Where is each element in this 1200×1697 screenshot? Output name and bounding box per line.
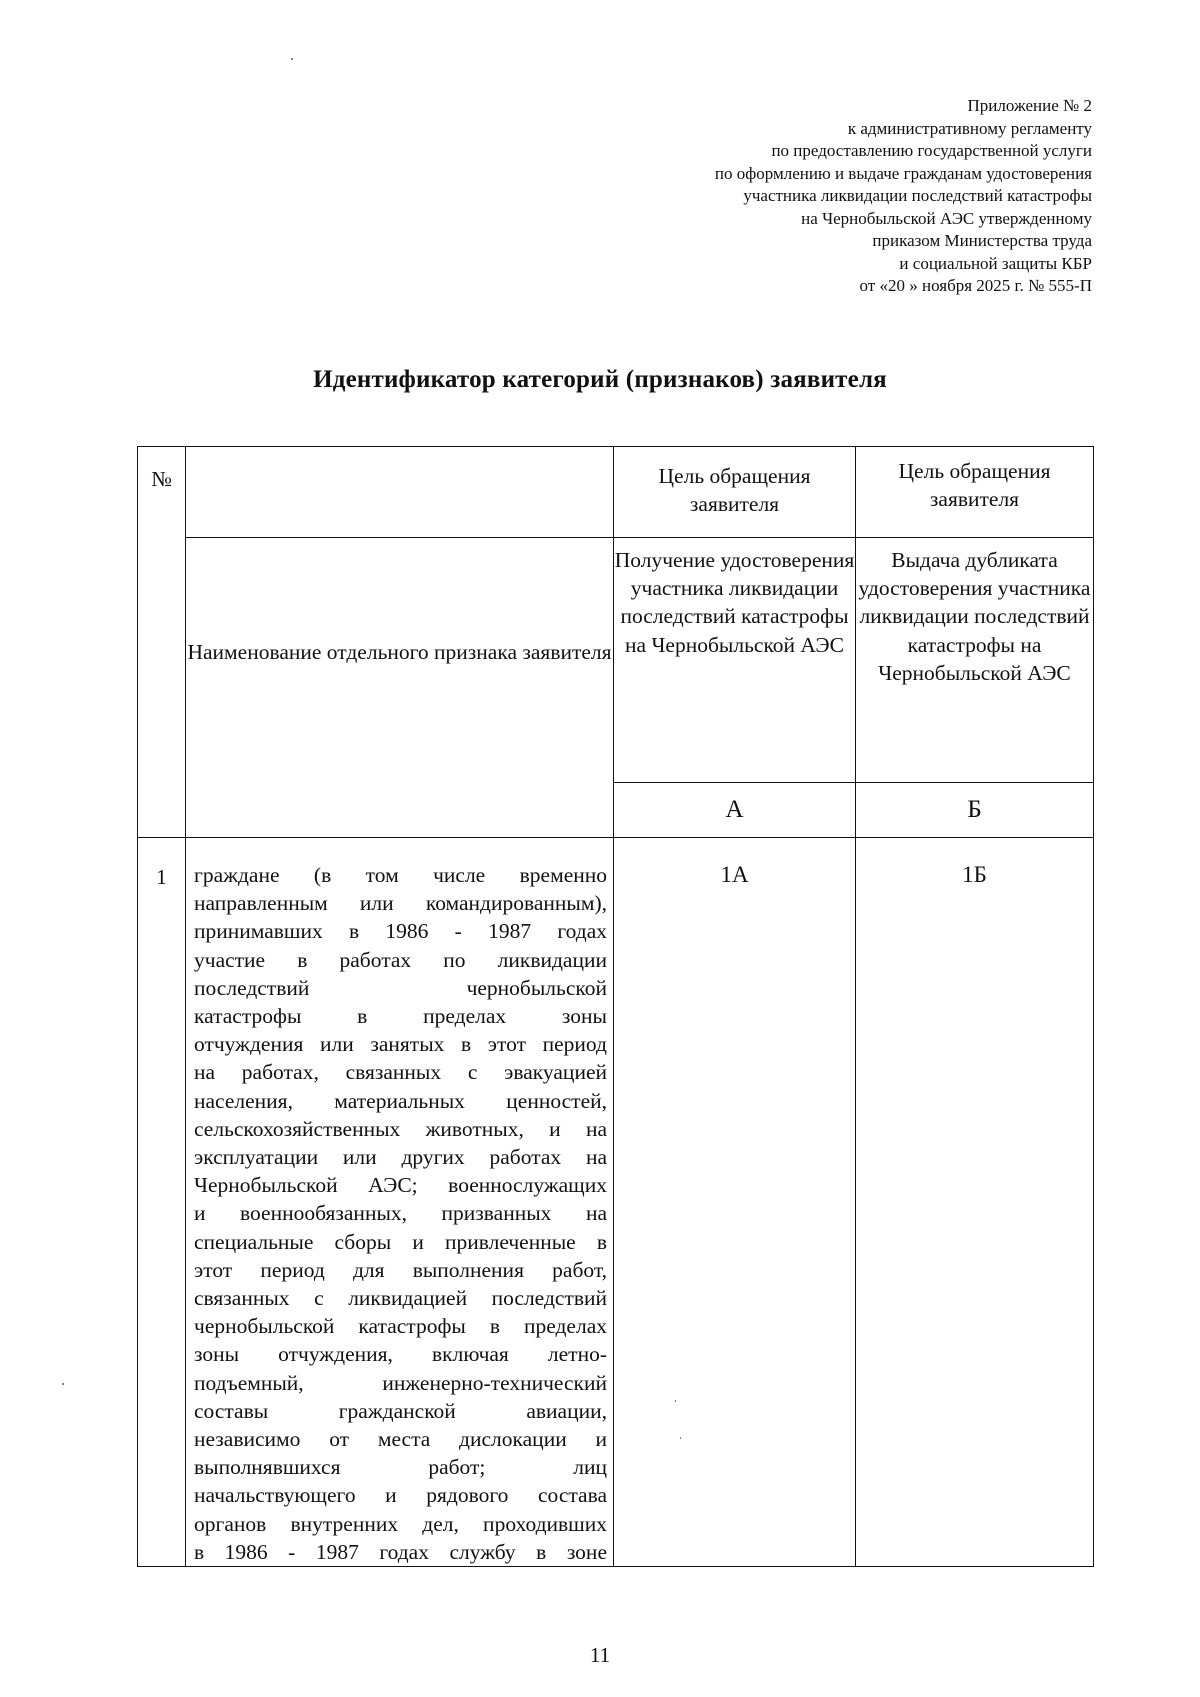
appendix-header-line: Приложение № 2: [967, 96, 1092, 115]
appendix-header-line: от «20 » ноября 2025 г. № 555-П: [859, 276, 1092, 295]
code-b: 1Б: [856, 838, 1094, 1567]
blank-header-cell: [186, 447, 614, 538]
category-text-line: катастрофы в пределах зоны: [194, 1004, 607, 1029]
appendix-header-line: к административному регламенту: [847, 118, 1092, 138]
category-text-line: начальствующего и рядового состава: [194, 1483, 607, 1508]
category-text-line: последствий чернобыльской: [194, 975, 607, 1000]
appendix-header-line: приказом Министерства труда: [872, 231, 1092, 250]
appendix-header-line: участника ликвидации последствий катастрофы: [743, 186, 1092, 205]
category-text-line: зоны отчуждения, включая летно-: [194, 1342, 607, 1367]
goal-a-description: Получение удостоверения участника ликвидации последствий катастрофы на Чернобыльской АЭС: [614, 538, 856, 783]
scan-speck: [291, 58, 293, 60]
category-text-line: принимавших в 1986 - 1987 годах: [194, 919, 607, 944]
category-text-line: независимо от места дислокации и: [194, 1427, 607, 1452]
identifier-table: [137, 446, 1094, 1567]
document-title: Идентификатор категорий (признаков) заявителя: [313, 366, 887, 393]
category-text-line: на работах, связанных с эвакуацией: [194, 1060, 607, 1085]
code-a: 1А: [614, 838, 856, 1567]
appendix-header-line: по предоставлению государственной услуги: [771, 141, 1092, 160]
appendix-header-line: на Чернобыльской АЭС утвержденному: [801, 208, 1092, 228]
category-text-line: органов внутренних дел, проходивших: [194, 1511, 607, 1536]
category-text-line: специальные сборы и привлеченные в: [194, 1229, 607, 1254]
category-text-line: и военнообязанных, призванных на: [194, 1201, 607, 1226]
category-text-line: в 1986 - 1987 годах службу в зоне: [194, 1539, 607, 1564]
goal-a-header: Цель обращения заявителя: [614, 447, 856, 538]
category-text-line: этот период для выполнения работ,: [194, 1257, 607, 1282]
row-number: 1: [138, 838, 186, 1567]
page-number: 11: [589, 1643, 611, 1667]
category-text-line: составы гражданской авиации,: [194, 1398, 607, 1423]
scan-speck: [675, 1400, 676, 1402]
category-description: [186, 838, 614, 1567]
goal-b-letter: Б: [856, 783, 1094, 838]
category-text-line: Чернобыльской АЭС; военнослужащих: [194, 1173, 607, 1198]
category-text-line: подъемный, инженерно-технический: [194, 1370, 607, 1395]
category-text-line: граждане (в том числе временно: [194, 863, 607, 887]
scan-speck: [62, 1383, 64, 1385]
category-text-line: направленным или командированным),: [194, 891, 607, 916]
appendix-header-line: по оформлению и выдаче гражданам удостоверения: [714, 163, 1092, 183]
category-text-line: эксплуатации или других работах на: [194, 1145, 607, 1170]
category-text-line: чернобыльской катастрофы в пределах: [194, 1314, 607, 1339]
category-text-line: населения, материальных ценностей,: [194, 1088, 607, 1113]
name-column-header: Наименование отдельного признака заявителя: [186, 538, 614, 838]
category-text-line: выполнявшихся работ; лиц: [194, 1455, 607, 1480]
category-text-line: сельскохозяйственных животных, и на: [194, 1116, 607, 1141]
category-text-line: отчуждения или занятых в этот период: [194, 1032, 607, 1057]
category-text-line: участие в работах по ликвидации: [194, 947, 607, 972]
category-text-line: связанных с ликвидацией последствий: [194, 1286, 607, 1311]
goal-b-description: Выдача дубликата удостоверения участника ликвидации последствий катастрофы на Чернобыльской АЭС: [856, 538, 1094, 783]
appendix-header-line: и социальной защиты КБР: [899, 253, 1092, 273]
appendix-header: [532, 95, 1092, 298]
scan-speck: [680, 1437, 681, 1439]
number-column-header: №: [138, 447, 186, 838]
goal-a-letter: А: [614, 783, 856, 838]
goal-b-header: Цель обращения заявителя: [856, 447, 1094, 538]
